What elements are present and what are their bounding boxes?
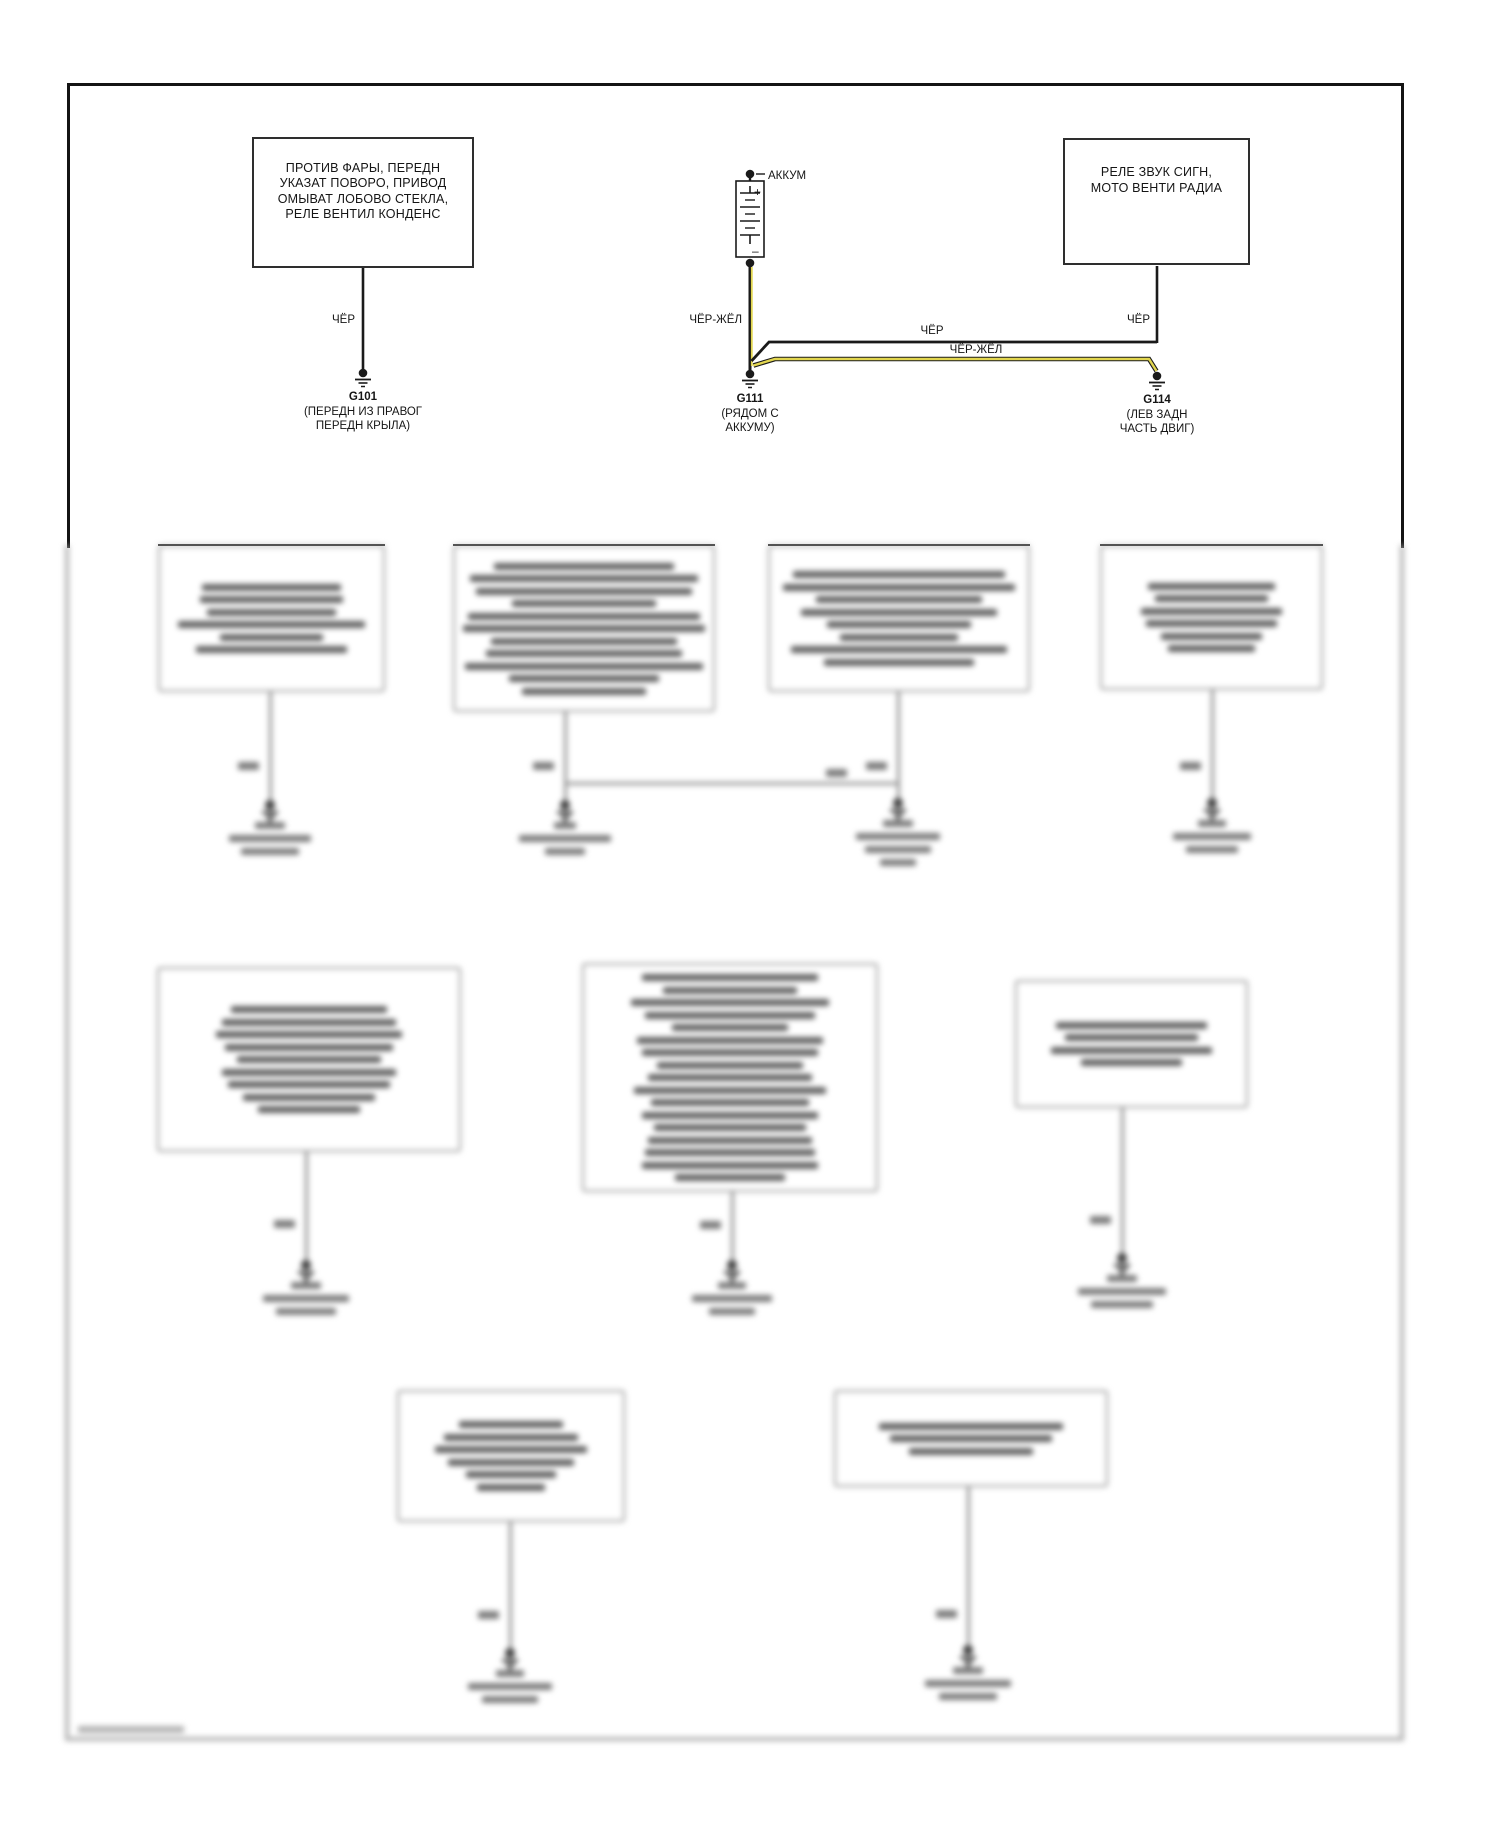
blurred-box-crisp-top-edge <box>1100 544 1323 546</box>
wire-label-cher-g101: ЧЁР <box>331 314 355 326</box>
blurred-ground-line <box>561 815 570 818</box>
blurred-branch-label <box>826 769 847 777</box>
blurred-ground-label-line <box>1078 1288 1166 1295</box>
blurred-text-line <box>663 987 797 994</box>
blurred-box <box>158 545 385 692</box>
blurred-wire-label <box>866 762 887 770</box>
blurred-text-line <box>1148 583 1275 590</box>
blurred-text-line <box>637 1037 824 1044</box>
blurred-text-line <box>258 1106 360 1113</box>
blurred-ground-label-line <box>496 1670 524 1677</box>
blurred-ground-dot <box>1207 798 1217 808</box>
blurred-ground-label-line <box>1198 820 1226 827</box>
ground-location-line: АККУМУ) <box>725 422 775 434</box>
blurred-text-line <box>672 1024 789 1031</box>
blurred-text-line <box>1141 608 1281 615</box>
blurred-ground-label-line <box>880 859 916 866</box>
blurred-wire-label <box>478 1611 499 1619</box>
blurred-text-line <box>465 663 702 670</box>
blurred-text-line <box>466 1471 556 1478</box>
blurred-wire <box>564 712 567 805</box>
blurred-text-line <box>816 596 981 603</box>
ground-id: G101 <box>348 391 378 403</box>
blurred-wire-label <box>533 762 554 770</box>
blurred-text-line <box>225 1044 393 1051</box>
blurred-ground-line <box>1118 1268 1127 1271</box>
ground-id: G114 <box>1143 394 1171 406</box>
ground-id: G111 <box>736 393 764 405</box>
blurred-box <box>768 545 1030 692</box>
ground-location-line: (ПЕРЕДН ИЗ ПРАВОГ <box>303 405 423 418</box>
blurred-text-line <box>509 675 659 682</box>
component-box-line: УКАЗАТ ПОВОРО, ПРИВОД <box>279 176 447 191</box>
blurred-ground-dot <box>560 800 570 810</box>
blurred-wire <box>305 1152 308 1265</box>
blurred-ground-line <box>1208 813 1217 816</box>
blurred-text-line <box>634 1087 827 1094</box>
blurred-ground-line <box>557 811 573 814</box>
blurred-text-line <box>642 1049 817 1056</box>
battery-minus-sign: – <box>752 244 759 258</box>
blurred-ground-line <box>1204 809 1220 812</box>
blurred-ground-label-line <box>229 835 311 842</box>
blurred-ground-label-line <box>692 1295 772 1302</box>
blurred-ground-label-line <box>856 833 940 840</box>
blurred-text-line <box>1155 595 1269 602</box>
blurred-text-line <box>1146 620 1277 627</box>
blurred-box <box>397 1390 625 1522</box>
blurred-box <box>834 1390 1108 1487</box>
blurred-text-line <box>642 1162 817 1169</box>
blurred-ground-dot <box>505 1648 515 1658</box>
blurred-box-crisp-top-edge <box>158 544 385 546</box>
blurred-text-line <box>444 1434 578 1441</box>
blurred-text-line <box>793 571 1005 578</box>
blurred-text-line <box>243 1094 375 1101</box>
blurred-text-line <box>791 646 1008 653</box>
blurred-box <box>582 963 878 1192</box>
blurred-ground-label-line <box>1173 833 1251 840</box>
blurred-box <box>157 967 461 1152</box>
blurred-ground-dot <box>963 1645 973 1655</box>
blurred-ground-dot <box>1117 1253 1127 1263</box>
component-box-line: РЕЛЕ ВЕНТИЛ КОНДЕНС <box>285 206 441 221</box>
page-border-blurred <box>78 1726 184 1733</box>
blurred-text-line <box>648 1074 812 1081</box>
blurred-text-line <box>220 634 323 641</box>
blurred-text-line <box>879 1423 1063 1430</box>
blurred-wire <box>967 1487 970 1650</box>
blurred-text-line <box>222 1019 396 1026</box>
blurred-ground-line <box>890 809 906 812</box>
blurred-text-line <box>827 621 971 628</box>
blurred-ground-label-line <box>519 835 611 842</box>
blurred-text-line <box>477 1484 544 1491</box>
blurred-ground-line <box>262 811 278 814</box>
blurred-ground-label-line <box>865 846 931 853</box>
blurred-ground-label-line <box>709 1308 755 1315</box>
blurred-ground-line <box>502 1659 518 1662</box>
wire-label-cher-right: ЧЁР <box>1126 314 1150 326</box>
blurred-wire <box>1211 690 1214 803</box>
blurred-text-line <box>1081 1059 1182 1066</box>
blurred-text-line <box>645 1149 814 1156</box>
blurred-text-line <box>494 563 675 570</box>
blurred-box-crisp-top-edge <box>768 544 1030 546</box>
blurred-text-line <box>651 1099 809 1106</box>
blurred-ground-label-line <box>953 1667 983 1674</box>
blurred-box <box>1015 980 1248 1108</box>
blurred-text-line <box>486 650 682 657</box>
blurred-text-line <box>435 1446 587 1453</box>
blurred-text-line <box>491 638 677 645</box>
blurred-text-line <box>228 1081 390 1088</box>
blurred-text-line <box>237 1056 381 1063</box>
blurred-box <box>453 545 715 712</box>
blurred-text-line <box>801 609 997 616</box>
blurred-ground-line <box>266 815 275 818</box>
blurred-ground-line <box>728 1275 737 1278</box>
blurred-wire-label <box>274 1220 295 1228</box>
blurred-text-line <box>642 974 817 981</box>
ground-location-line: (РЯДОМ С <box>721 407 779 420</box>
page-border-blurred <box>65 545 69 1741</box>
wire-label-cher-zhel-battery: ЧЁР-ЖЁЛ <box>689 314 742 326</box>
blurred-ground-line <box>724 1271 740 1274</box>
blurred-ground-dot <box>265 800 275 810</box>
blurred-ground-label-line <box>718 1282 746 1289</box>
blurred-ground-dot <box>893 798 903 808</box>
blurred-text-line <box>824 659 974 666</box>
blurred-text-line <box>1056 1022 1207 1029</box>
blurred-ground-line <box>506 1663 515 1666</box>
blurred-text-line <box>1065 1034 1198 1041</box>
blurred-ground-label-line <box>883 820 913 827</box>
blurred-wire <box>269 692 272 805</box>
blurred-ground-dot <box>301 1260 311 1270</box>
blurred-text-line <box>512 600 656 607</box>
blurred-text-line <box>1161 633 1262 640</box>
blurred-text-line <box>645 1012 814 1019</box>
blurred-text-line <box>207 609 336 616</box>
blurred-ground-label-line <box>241 848 299 855</box>
blurred-ground-dot <box>727 1260 737 1270</box>
blurred-text-line <box>470 575 697 582</box>
battery-plus-sign: + <box>754 185 762 199</box>
blurred-text-line <box>231 1006 387 1013</box>
blurred-ground-label-line <box>545 848 585 855</box>
blurred-text-line <box>463 625 706 632</box>
blurred-ground-label-line <box>1091 1301 1153 1308</box>
blurred-ground-label-line <box>291 1282 321 1289</box>
battery-label: АККУМ <box>768 170 807 182</box>
blurred-ground-label-line <box>482 1696 538 1703</box>
page-border-blurred <box>65 1737 1404 1741</box>
blurred-ground-label-line <box>925 1680 1011 1687</box>
blurred-text-line <box>657 1062 803 1069</box>
blurred-wire <box>509 1522 512 1653</box>
blurred-ground-label-line <box>554 822 576 829</box>
blurred-wire <box>731 1192 734 1265</box>
blurred-text-line <box>840 634 959 641</box>
blurred-text-line <box>476 588 693 595</box>
ground-location-line: (ЛЕВ ЗАДН <box>1126 408 1188 421</box>
blurred-ground-line <box>298 1271 314 1274</box>
blurred-text-line <box>909 1448 1033 1455</box>
blurred-ground-line <box>964 1660 973 1663</box>
blurred-text-line <box>642 1112 817 1119</box>
blurred-text-line <box>783 584 1015 591</box>
blurred-text-line <box>459 1421 562 1428</box>
blurred-wire-label <box>238 762 259 770</box>
component-box-line: ОМЫВАТ ЛОБОВО СТЕКЛА, <box>277 191 449 206</box>
blurred-text-line <box>468 613 700 620</box>
blurred-ground-label-line <box>263 1295 349 1302</box>
blurred-text-line <box>1168 645 1256 652</box>
wire-label-cher-horizontal: ЧЁР <box>920 325 944 337</box>
blurred-text-line <box>631 999 830 1006</box>
blurred-ground-label-line <box>1186 846 1238 853</box>
blurred-ground-label-line <box>276 1308 336 1315</box>
blurred-wire <box>1121 1108 1124 1258</box>
blurred-ground-line <box>894 813 903 816</box>
ground-location-line: ЧАСТЬ ДВИГ) <box>1119 423 1195 435</box>
blurred-text-line <box>200 596 343 603</box>
blurred-ground-label-line <box>255 822 285 829</box>
blurred-text-line <box>648 1137 812 1144</box>
blurred-wire-label <box>936 1610 957 1618</box>
blurred-ground-label-line <box>939 1693 997 1700</box>
blurred-wire <box>897 692 900 803</box>
blurred-box-crisp-top-edge <box>453 544 715 546</box>
component-box-line: МОТО ВЕНТИ РАДИА <box>1090 180 1223 195</box>
blurred-text-line <box>1051 1047 1211 1054</box>
blurred-branch-wire <box>565 782 898 785</box>
blurred-text-line <box>448 1459 573 1466</box>
blurred-text-line <box>178 621 365 628</box>
ground-location-line: ПЕРЕДН КРЫЛА) <box>315 420 411 432</box>
blurred-text-line <box>196 646 348 653</box>
blurred-box <box>1100 545 1323 690</box>
blurred-ground-line <box>302 1275 311 1278</box>
blurred-wire-label <box>700 1221 721 1229</box>
blurred-wire-label <box>1180 762 1201 770</box>
blurred-ground-label-line <box>468 1683 552 1690</box>
wire-label-cher-zhel-horizontal: ЧЁР-ЖЁЛ <box>949 344 1003 356</box>
blurred-ground-line <box>1114 1264 1130 1267</box>
page-border-blurred <box>1400 545 1404 1741</box>
blurred-ground-line <box>960 1656 976 1659</box>
blurred-text-line <box>202 584 340 591</box>
component-box-line: РЕЛЕ ЗВУК СИГН, <box>1100 165 1213 180</box>
blurred-text-line <box>522 688 646 695</box>
blurred-text-line <box>890 1435 1052 1442</box>
blurred-text-line <box>654 1124 806 1131</box>
blurred-text-line <box>675 1174 786 1181</box>
blurred-text-line <box>216 1031 402 1038</box>
component-box-line: ПРОТИВ ФАРЫ, ПЕРЕДН <box>285 161 441 176</box>
blurred-wire-label <box>1090 1216 1111 1224</box>
blurred-text-line <box>222 1069 396 1076</box>
blurred-ground-label-line <box>1107 1275 1137 1282</box>
